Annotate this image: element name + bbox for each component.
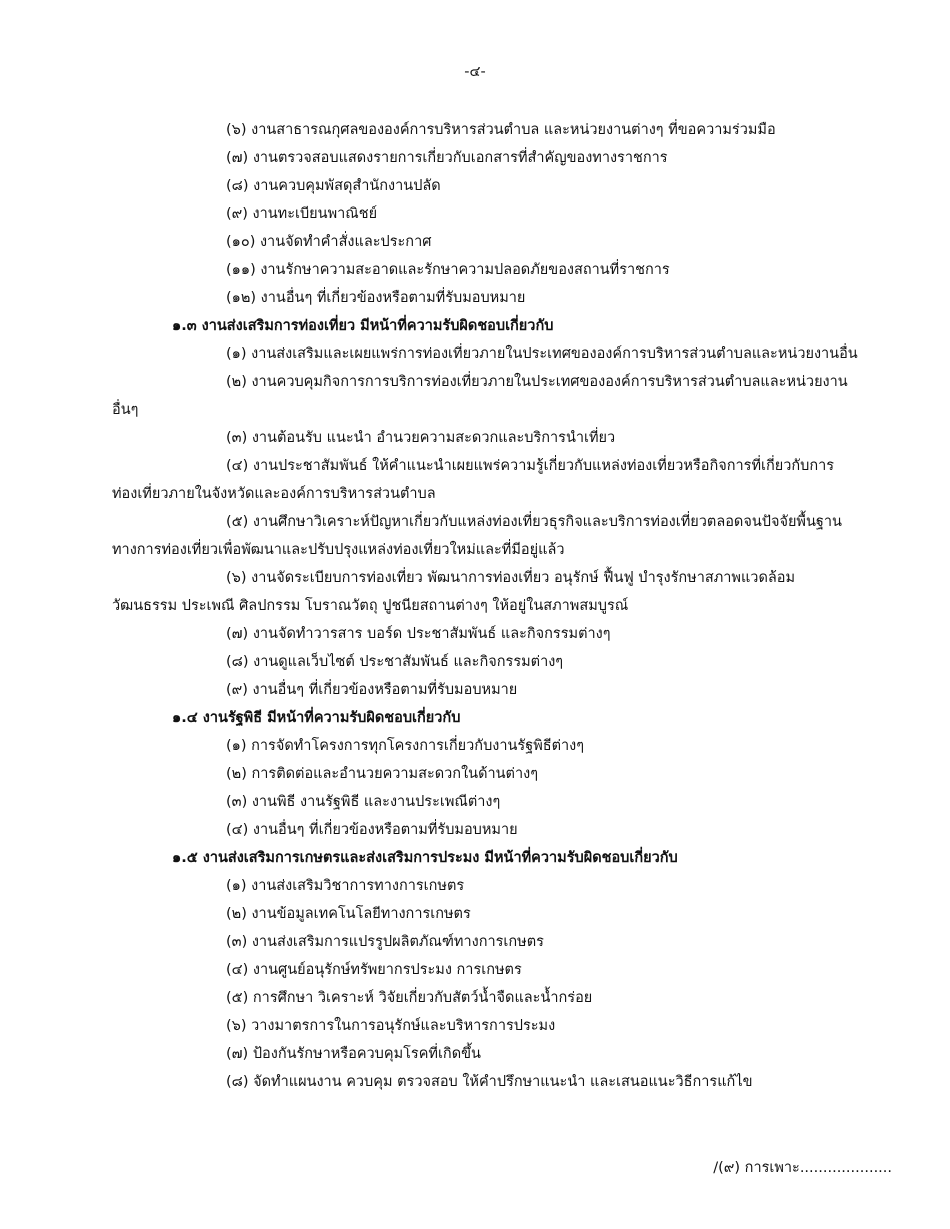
list-item: (๙) งานทะเบียนพาณิชย์ <box>226 206 378 222</box>
list-item-continuation: วัฒนธรรม ประเพณี ศิลปกรรม โบราณวัตถุ ปูชนียสถานต่างๆ ให้อยู่ในสภาพสมบูรณ์ <box>112 598 629 614</box>
list-item: (๔) งานศูนย์อนุรักษ์ทรัพยากรประมง การเกษตร <box>226 962 522 978</box>
continuation-footer: /(๙) การเพาะ.................... <box>713 1160 892 1176</box>
list-item: (๓) งานพิธี งานรัฐพิธี และงานประเพณีต่างๆ <box>226 794 501 810</box>
list-item: (๑) งานส่งเสริมและเผยแพร่การท่องเที่ยวภายในประเทศขององค์การบริหารส่วนตำบลและหน่วยงานอื่น <box>226 346 858 362</box>
list-item: (๔) งานอื่นๆ ที่เกี่ยวข้องหรือตามที่รับมอบหมาย <box>226 822 518 838</box>
list-item: (๗) งานจัดทำวารสาร บอร์ด ประชาสัมพันธ์ และกิจกรรมต่างๆ <box>226 626 611 642</box>
list-item: (๑) งานส่งเสริมวิชาการทางการเกษตร <box>226 878 465 894</box>
list-item: (๙) งานอื่นๆ ที่เกี่ยวข้องหรือตามที่รับมอบหมาย <box>226 682 518 698</box>
list-item: (๑๑) งานรักษาความสะอาดและรักษาความปลอดภัยของสถานที่ราชการ <box>226 262 670 278</box>
list-item: (๑๐) งานจัดทำคำสั่งและประกาศ <box>226 234 432 250</box>
list-item: (๒) งานควบคุมกิจการการบริการท่องเที่ยวภายในประเทศขององค์การบริหารส่วนตำบลและหน่วยงาน <box>226 374 848 390</box>
list-item: (๖) งานสาธารณกุศลขององค์การบริหารส่วนตำบล และหน่วยงานต่างๆ ที่ขอความร่วมมือ <box>226 122 776 138</box>
list-item: (๘) จัดทำแผนงาน ควบคุม ตรวจสอบ ให้คำปรึกษาแนะนำ และเสนอแนะวิธีการแก้ไข <box>226 1074 753 1090</box>
list-item: (๘) งานดูแลเว็บไซต์ ประชาสัมพันธ์ และกิจกรรมต่างๆ <box>226 654 564 670</box>
list-item: (๒) งานข้อมูลเทคโนโลยีทางการเกษตร <box>226 906 471 922</box>
list-item: (๑) การจัดทำโครงการทุกโครงการเกี่ยวกับงานรัฐพิธีต่างๆ <box>226 738 585 754</box>
list-item: (๒) การติดต่อและอำนวยความสะดวกในด้านต่างๆ <box>226 766 538 782</box>
list-item: (๓) งานต้อนรับ แนะนำ อำนวยความสะดวกและบริการนำเที่ยว <box>226 430 616 446</box>
list-item-continuation: ท่องเที่ยวภายในจังหวัดและองค์การบริหารส่วนตำบล <box>112 486 436 502</box>
page-number: -๔- <box>464 64 486 80</box>
list-item-continuation: ทางการท่องเที่ยวเพื่อพัฒนาและปรับปรุงแหล่งท่องเที่ยวใหม่และที่มีอยู่แล้ว <box>112 542 565 558</box>
list-item-continuation: อื่นๆ <box>112 402 139 418</box>
list-item: (๕) งานศึกษาวิเคราะห์ปัญหาเกี่ยวกับแหล่งท่องเที่ยวธุรกิจและบริการท่องเที่ยวตลอดจนปัจจัยพื้นฐาน <box>226 514 842 530</box>
list-item: (๖) งานจัดระเบียบการท่องเที่ยว พัฒนาการท่องเที่ยว อนุรักษ์ ฟื้นฟู บำรุงรักษาสภาพแวดล้อม <box>226 570 796 586</box>
section-heading-1-3: ๑.๓ งานส่งเสริมการท่องเที่ยว มีหน้าที่ความรับผิดชอบเกี่ยวกับ <box>172 318 554 334</box>
section-heading-1-5: ๑.๕ งานส่งเสริมการเกษตรและส่งเสริมการประมง มีหน้าที่ความรับผิดชอบเกี่ยวกับ <box>172 850 678 866</box>
list-item: (๕) การศึกษา วิเคราะห์ วิจัยเกี่ยวกับสัตว์น้ำจืดและน้ำกร่อย <box>226 990 593 1006</box>
section-heading-1-4: ๑.๔ งานรัฐพิธี มีหน้าที่ความรับผิดชอบเกี่ยวกับ <box>172 710 461 726</box>
list-item: (๓) งานส่งเสริมการแปรรูปผลิตภัณฑ์ทางการเกษตร <box>226 934 544 950</box>
list-item: (๑๒) งานอื่นๆ ที่เกี่ยวข้องหรือตามที่รับมอบหมาย <box>226 290 526 306</box>
list-item: (๗) ป้องกันรักษาหรือควบคุมโรคที่เกิดขึ้น <box>226 1046 481 1062</box>
list-item: (๖) วางมาตรการในการอนุรักษ์และบริหารการประมง <box>226 1018 556 1034</box>
list-item: (๘) งานควบคุมพัสดุสำนักงานปลัด <box>226 178 441 194</box>
list-item: (๗) งานตรวจสอบแสดงรายการเกี่ยวกับเอกสารที่สำคัญของทางราชการ <box>226 150 668 166</box>
list-item: (๔) งานประชาสัมพันธ์ ให้คำแนะนำเผยแพร่ความรู้เกี่ยวกับแหล่งท่องเที่ยวหรือกิจการที่เกี่ยวกับการ <box>226 458 835 474</box>
